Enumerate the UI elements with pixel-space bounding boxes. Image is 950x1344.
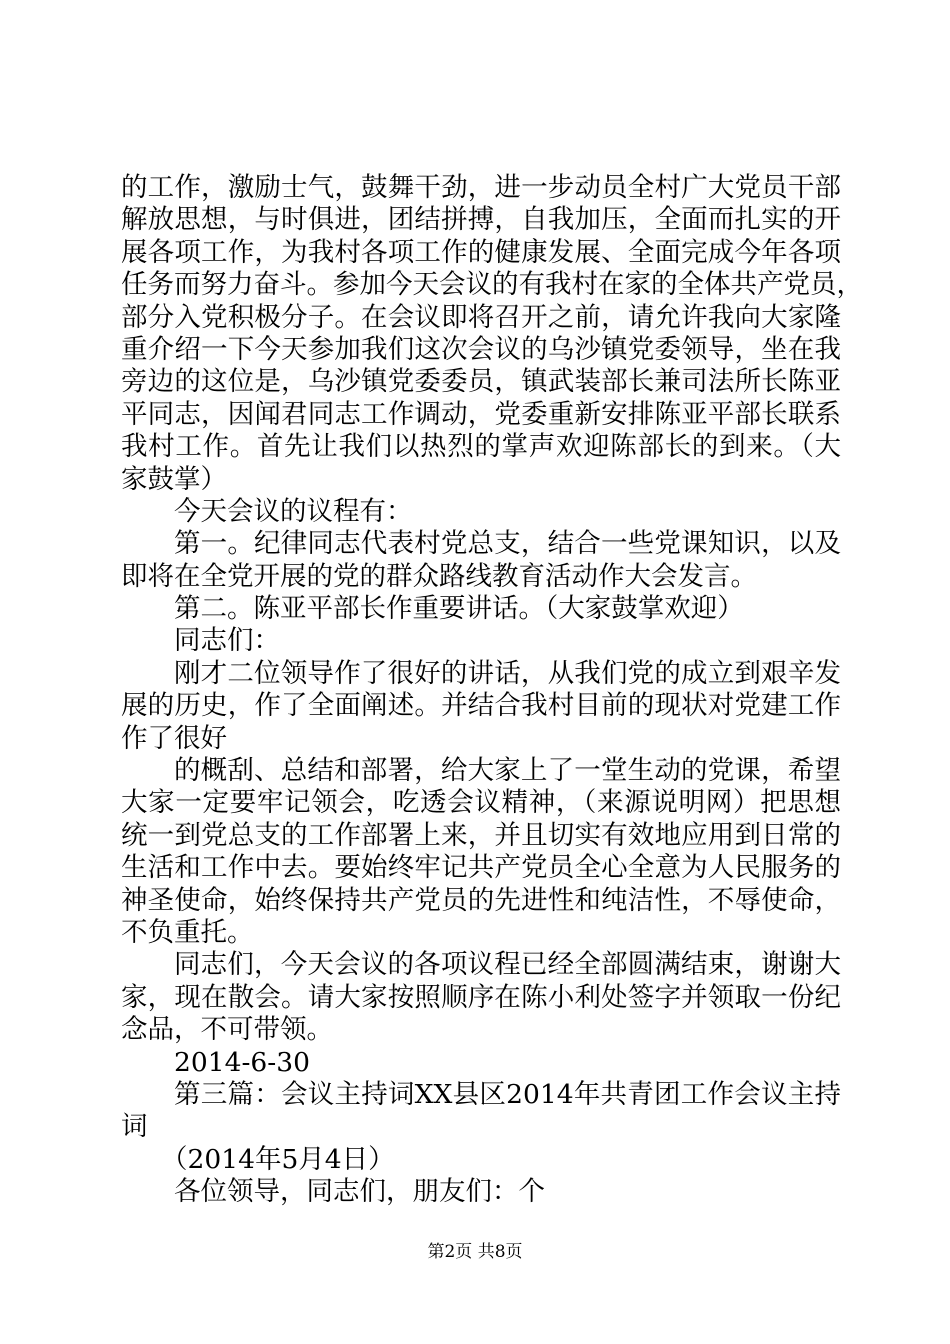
paragraph-line: 家鼓掌） — [121, 463, 227, 495]
agenda-item-first: 第一。纪律同志代表村党总支，结合一些党课知识，以及 — [174, 528, 841, 560]
salutation: 同志们： — [174, 625, 280, 657]
section-title-continued: 词 — [121, 1111, 148, 1143]
paragraph-line: 生活和工作中去。要始终牢记共产党员全心全意为人民服务的 — [121, 852, 841, 884]
section-title: 第三篇：会议主持词XX县区2014年共青团工作会议主持 — [174, 1078, 841, 1110]
paragraph-line: 念品，不可带领。 — [121, 1014, 333, 1046]
paragraph-line: 神圣使命，始终保持共产党员的先进性和纯洁性，不辱使命， — [121, 884, 841, 916]
paragraph-line: 不负重托。 — [121, 916, 254, 948]
paragraph-line: 即将在全党开展的党的群众路线教育活动作大会发言。 — [121, 560, 757, 592]
paragraph-line: 同志们，今天会议的各项议程已经全部圆满结束，谢谢大 — [174, 949, 841, 981]
paragraph-line: 的工作，激励士气，鼓舞干劲，进一步动员全村广大党员干部 — [121, 172, 841, 203]
greeting-line: 各位领导，同志们，朋友们：个 — [174, 1176, 545, 1208]
paragraph-line: 我村工作。首先让我们以热烈的掌声欢迎陈部长的到来。（大 — [121, 431, 841, 463]
paragraph-line: 平同志，因闻君同志工作调动，党委重新安排陈亚平部长联系 — [121, 398, 841, 430]
document-body — [121, 172, 863, 1209]
paragraph-line: 解放思想，与时俱进，团结拼搏，自我加压，全面而扎实的开 — [121, 204, 841, 236]
date-line: 2014-6-30 — [174, 1046, 310, 1078]
paragraph-line: 展的历史，作了全面阐述。并结合我村目前的现状对党建工作 — [121, 690, 841, 722]
paragraph-line: 刚才二位领导作了很好的讲话，从我们党的成立到艰辛发 — [174, 657, 841, 689]
agenda-heading: 今天会议的议程有： — [174, 495, 413, 527]
agenda-item-second: 第二。陈亚平部长作重要讲话。（大家鼓掌欢迎） — [174, 593, 744, 625]
paragraph-line: 任务而努力奋斗。参加今天会议的有我村在家的全体共产党员， — [121, 269, 863, 301]
paragraph-line: 家，现在散会。请大家按照顺序在陈小利处签字并领取一份纪 — [121, 981, 841, 1013]
paragraph-line: 旁边的这位是，乌沙镇党委委员，镇武装部长兼司法所长陈亚 — [121, 366, 841, 398]
paragraph-line: 大家一定要牢记领会，吃透会议精神，（来源说明网）把思想 — [121, 787, 841, 819]
paragraph-line: 作了很好 — [121, 722, 227, 754]
paragraph-line: 统一到党总支的工作部署上来，并且切实有效地应用到日常的 — [121, 819, 841, 851]
paragraph-line: 部分入党积极分子。在会议即将召开之前，请允许我向大家隆 — [121, 301, 841, 333]
page-number: 第2页 共8页 — [427, 1242, 523, 1262]
paragraph-line: 重介绍一下今天参加我们这次会议的乌沙镇党委领导，坐在我 — [121, 333, 841, 365]
paragraph-line: 展各项工作，为我村各项工作的健康发展、全面完成今年各项 — [121, 236, 841, 268]
section-date: （2014年5月4日） — [161, 1143, 395, 1175]
paragraph-line: 的概刮、总结和部署，给大家上了一堂生动的党课，希望 — [174, 755, 841, 787]
